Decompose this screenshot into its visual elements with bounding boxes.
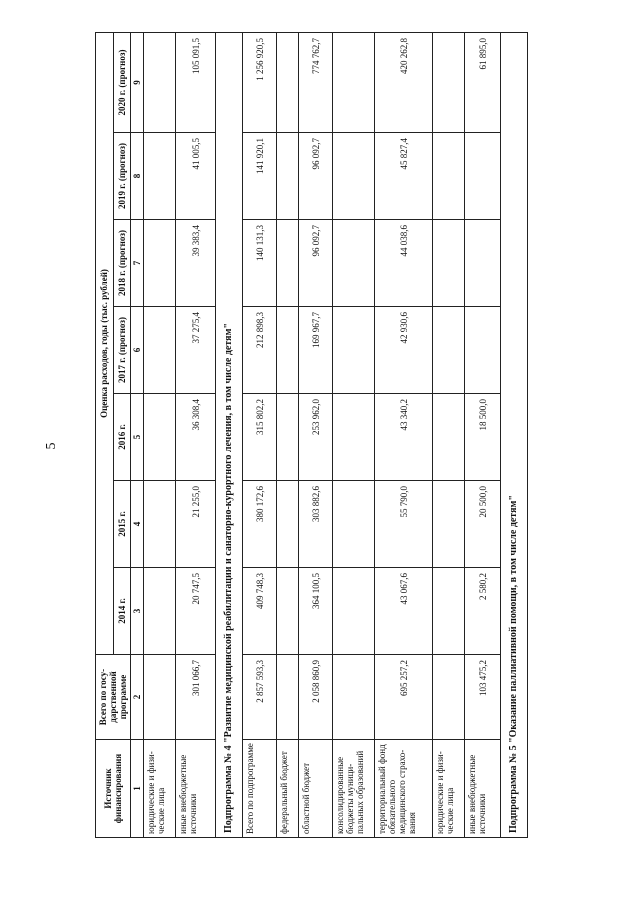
value-cell: 41 005,5 bbox=[176, 133, 216, 220]
value-cell: 61 895,0 bbox=[465, 32, 501, 132]
source-cell: юридические и физические лица bbox=[144, 740, 176, 838]
header-year: 2017 г. (прогноз) bbox=[113, 307, 131, 394]
value-cell bbox=[144, 220, 176, 307]
column-index: 8 bbox=[131, 133, 144, 220]
value-cell bbox=[333, 568, 375, 655]
value-cell bbox=[333, 220, 375, 307]
source-cell: территориальный фонд обязательного медицинского страхования bbox=[375, 740, 433, 838]
value-cell bbox=[465, 220, 501, 307]
subprogram-row bbox=[501, 32, 528, 837]
source-cell: Всего по подпрограмме bbox=[243, 740, 277, 838]
value-cell: 42 930,6 bbox=[375, 307, 433, 394]
source-cell: областной бюджет bbox=[299, 740, 333, 838]
value-cell bbox=[277, 655, 299, 740]
table-row bbox=[299, 32, 333, 837]
table-row bbox=[465, 32, 501, 837]
value-cell: 43 067,6 bbox=[375, 568, 433, 655]
header-row-1 bbox=[96, 32, 114, 837]
value-cell: 315 802,2 bbox=[243, 394, 277, 481]
rotated-table-area bbox=[95, 33, 567, 838]
value-cell bbox=[277, 568, 299, 655]
column-index: 7 bbox=[131, 220, 144, 307]
table-row bbox=[277, 32, 299, 837]
value-cell: 212 898,3 bbox=[243, 307, 277, 394]
table-row bbox=[375, 32, 433, 837]
value-cell: 44 038,6 bbox=[375, 220, 433, 307]
value-cell: 141 920,1 bbox=[243, 133, 277, 220]
value-cell bbox=[144, 32, 176, 132]
value-cell bbox=[144, 655, 176, 740]
value-cell: 103 475,2 bbox=[465, 655, 501, 740]
table-row bbox=[176, 32, 216, 837]
value-cell: 364 100,5 bbox=[299, 568, 333, 655]
value-cell bbox=[277, 220, 299, 307]
column-index: 1 bbox=[131, 740, 144, 838]
value-cell: 303 882,6 bbox=[299, 481, 333, 568]
value-cell: 1 256 920,5 bbox=[243, 32, 277, 132]
value-cell: 2 058 860,9 bbox=[299, 655, 333, 740]
value-cell: 21 255,0 bbox=[176, 481, 216, 568]
value-cell bbox=[465, 307, 501, 394]
value-cell: 55 790,0 bbox=[375, 481, 433, 568]
value-cell: 18 500,0 bbox=[465, 394, 501, 481]
header-year: 2015 г. bbox=[113, 481, 131, 568]
value-cell: 37 275,4 bbox=[176, 307, 216, 394]
value-cell bbox=[433, 655, 465, 740]
value-cell bbox=[144, 568, 176, 655]
value-cell bbox=[144, 481, 176, 568]
value-cell: 169 967,7 bbox=[299, 307, 333, 394]
header-year: 2019 г. (прогноз) bbox=[113, 133, 131, 220]
header-year: 2018 г. (прогноз) bbox=[113, 220, 131, 307]
value-cell: 380 172,6 bbox=[243, 481, 277, 568]
financing-table bbox=[95, 32, 528, 838]
value-cell bbox=[277, 394, 299, 481]
value-cell: 36 308,4 bbox=[176, 394, 216, 481]
value-cell bbox=[333, 307, 375, 394]
value-cell bbox=[333, 655, 375, 740]
value-cell: 45 827,4 bbox=[375, 133, 433, 220]
table-row bbox=[144, 32, 176, 837]
header-year: 2020 г. (прогноз) bbox=[113, 32, 131, 132]
value-cell bbox=[144, 133, 176, 220]
subprogram-row bbox=[216, 32, 243, 837]
value-cell bbox=[144, 307, 176, 394]
column-index: 3 bbox=[131, 568, 144, 655]
value-cell: 2 857 593,3 bbox=[243, 655, 277, 740]
value-cell: 409 748,3 bbox=[243, 568, 277, 655]
table-row bbox=[243, 32, 277, 837]
source-cell: иные внебюджетные источники bbox=[465, 740, 501, 838]
value-cell bbox=[277, 481, 299, 568]
column-index: 4 bbox=[131, 481, 144, 568]
subprogram-title: Подпрограмма № 5 "Оказание паллиативной помощи, в том числе детям" bbox=[501, 32, 528, 837]
value-cell bbox=[333, 481, 375, 568]
value-cell: 695 257,2 bbox=[375, 655, 433, 740]
value-cell bbox=[433, 481, 465, 568]
value-cell: 301 066,7 bbox=[176, 655, 216, 740]
source-cell: федеральный бюджет bbox=[277, 740, 299, 838]
source-cell: иные внебюджетные источники bbox=[176, 740, 216, 838]
value-cell: 20 500,0 bbox=[465, 481, 501, 568]
value-cell: 96 092,7 bbox=[299, 220, 333, 307]
value-cell bbox=[433, 568, 465, 655]
column-index: 6 bbox=[131, 307, 144, 394]
source-cell: юридические и физические лица bbox=[433, 740, 465, 838]
value-cell: 774 762,7 bbox=[299, 32, 333, 132]
header-source: Источник финансирования bbox=[96, 740, 131, 838]
column-index-row bbox=[131, 32, 144, 837]
value-cell bbox=[433, 220, 465, 307]
value-cell: 96 092,7 bbox=[299, 133, 333, 220]
column-index: 5 bbox=[131, 394, 144, 481]
value-cell: 2 580,2 bbox=[465, 568, 501, 655]
value-cell: 20 747,5 bbox=[176, 568, 216, 655]
value-cell: 105 091,5 bbox=[176, 32, 216, 132]
page-number: 5 bbox=[44, 442, 59, 450]
value-cell bbox=[433, 32, 465, 132]
value-cell: 39 383,4 bbox=[176, 220, 216, 307]
value-cell bbox=[277, 307, 299, 394]
header-year: 2016 г. bbox=[113, 394, 131, 481]
value-cell bbox=[144, 394, 176, 481]
header-total: Всего по государственной программе bbox=[96, 655, 131, 740]
value-cell bbox=[465, 133, 501, 220]
column-index: 2 bbox=[131, 655, 144, 740]
table-row bbox=[433, 32, 465, 837]
header-year: 2014 г. bbox=[113, 568, 131, 655]
value-cell: 140 131,3 bbox=[243, 220, 277, 307]
value-cell: 420 262,8 bbox=[375, 32, 433, 132]
subprogram-title: Подпрограмма № 4 "Развитие медицинской реабилитации и санаторно-курортного лечения, в том числе детям" bbox=[216, 32, 243, 837]
value-cell bbox=[433, 307, 465, 394]
value-cell bbox=[277, 133, 299, 220]
source-cell: консолидированные бюджеты муниципальных образований bbox=[333, 740, 375, 838]
column-index: 9 bbox=[131, 32, 144, 132]
header-estimate: Оценка расходов, годы (тыс. рублей) bbox=[96, 32, 114, 654]
value-cell bbox=[433, 133, 465, 220]
value-cell bbox=[333, 133, 375, 220]
value-cell: 253 962,0 bbox=[299, 394, 333, 481]
value-cell bbox=[433, 394, 465, 481]
value-cell bbox=[333, 32, 375, 132]
value-cell: 43 340,2 bbox=[375, 394, 433, 481]
value-cell bbox=[333, 394, 375, 481]
table-row bbox=[333, 32, 375, 837]
value-cell bbox=[277, 32, 299, 132]
